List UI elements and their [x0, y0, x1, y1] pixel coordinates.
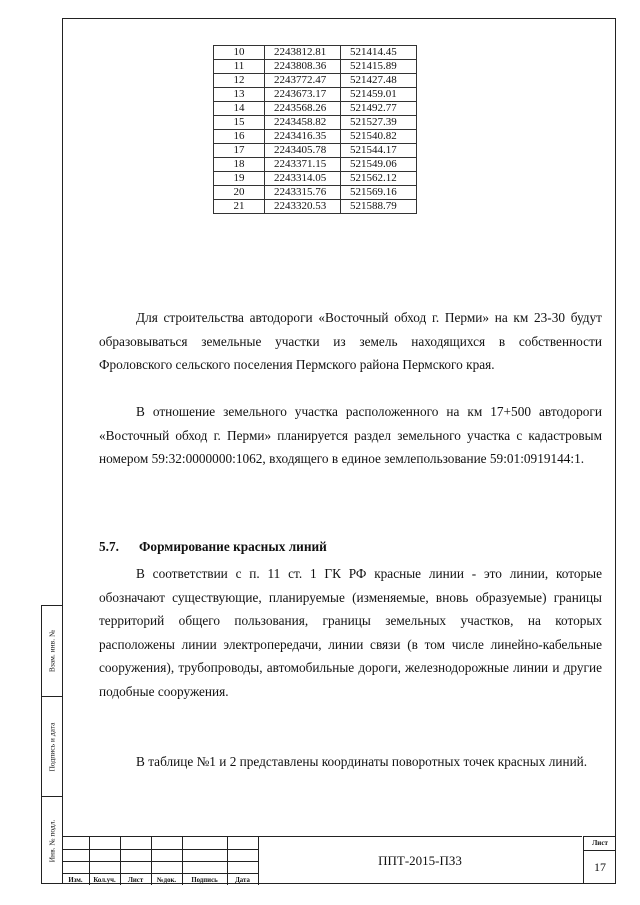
- table-row: [214, 60, 417, 74]
- label-change: Изм.: [68, 877, 83, 884]
- point-number-cell: 18: [214, 158, 265, 172]
- title-block-grid: [62, 836, 258, 884]
- y-coordinate-cell: 521459.01: [341, 88, 417, 102]
- x-coordinate-cell: 2243673.17: [265, 88, 341, 102]
- y-coordinate-cell: 521562.12: [341, 172, 417, 186]
- x-coordinate-cell: 2243808.36: [265, 60, 341, 74]
- x-coordinate-cell: 2243772.47: [265, 74, 341, 88]
- point-number-cell: 20: [214, 186, 265, 200]
- point-number-cell: 11: [214, 60, 265, 74]
- table-row: [214, 158, 417, 172]
- side-cell-original-inv: [42, 797, 62, 885]
- y-coordinate-cell: 521414.45: [341, 46, 417, 60]
- table-row: [214, 144, 417, 158]
- side-stamp: [41, 605, 62, 884]
- point-number-cell: 19: [214, 172, 265, 186]
- document-code: ППТ-2015-ПЗ3: [258, 836, 582, 884]
- y-coordinate-cell: 521492.77: [341, 102, 417, 116]
- x-coordinate-cell: 2243458.82: [265, 116, 341, 130]
- side-label-replace-inv: Взам. инв. №: [47, 629, 57, 673]
- y-coordinate-cell: 521549.06: [341, 158, 417, 172]
- y-coordinate-cell: 521527.39: [341, 116, 417, 130]
- table-row: [214, 116, 417, 130]
- side-cell-signature-date: [42, 697, 62, 797]
- label-signature: Подпись: [191, 877, 218, 884]
- table-row: [214, 172, 417, 186]
- y-coordinate-cell: 521540.82: [341, 130, 417, 144]
- x-coordinate-cell: 2243320.53: [265, 200, 341, 214]
- grid-line: [62, 849, 258, 850]
- x-coordinate-cell: 2243315.76: [265, 186, 341, 200]
- paragraph-land-division: [99, 400, 602, 471]
- sheet-box: [583, 836, 616, 884]
- point-number-cell: 13: [214, 88, 265, 102]
- table-row: [214, 102, 417, 116]
- point-number-cell: 15: [214, 116, 265, 130]
- point-number-cell: 10: [214, 46, 265, 60]
- paragraph-red-lines-definition: [99, 562, 602, 703]
- point-number-cell: 17: [214, 144, 265, 158]
- paragraph-construction-text: Для строительства автодороги «Восточный обход г. Перми» на км 23-30 будут образовываться земельные участки из земель находящихся в собственности Фроловского сельского поселения Пермского района Пермского края.: [99, 310, 602, 372]
- label-sheet: Лист: [127, 877, 144, 884]
- table-row: [214, 88, 417, 102]
- paragraph-table-reference: [99, 750, 602, 774]
- x-coordinate-cell: 2243416.35: [265, 130, 341, 144]
- x-coordinate-cell: 2243371.15: [265, 158, 341, 172]
- table-row: [214, 46, 417, 60]
- y-coordinate-cell: 521544.17: [341, 144, 417, 158]
- label-quantity: Кол.уч.: [93, 877, 116, 884]
- grid-line: [62, 873, 258, 874]
- y-coordinate-cell: 521415.89: [341, 60, 417, 74]
- point-number-cell: 16: [214, 130, 265, 144]
- label-date: Дата: [235, 877, 250, 884]
- sheet-label: Лист: [584, 839, 616, 851]
- point-number-cell: 12: [214, 74, 265, 88]
- y-coordinate-cell: 521569.16: [341, 186, 417, 200]
- paragraph-land-division-text: В отношение земельного участка расположенного на км 17+500 автодороги «Восточный обход г. Перми» планируется раздел земельного участка с кадастровым номером 59:32:0000000:1062, входящего в единое землепользование 59:01:0919144:1.: [99, 404, 602, 466]
- paragraph-table-reference-text: В таблице №1 и 2 представлены координаты поворотных точек красных линий.: [136, 754, 588, 769]
- table-row: [214, 200, 417, 214]
- side-cell-replace-inv: [42, 606, 62, 697]
- side-label-signature-date: Подпись и дата: [47, 722, 57, 771]
- table-row: [214, 130, 417, 144]
- section-number: 5.7.: [99, 539, 119, 554]
- coordinates-table: [213, 45, 417, 214]
- paragraph-construction: [99, 306, 602, 377]
- section-title: Формирование красных линий: [139, 539, 327, 554]
- section-heading: [99, 539, 327, 555]
- point-number-cell: 21: [214, 200, 265, 214]
- y-coordinate-cell: 521588.79: [341, 200, 417, 214]
- sheet-number: 17: [594, 860, 606, 874]
- x-coordinate-cell: 2243568.26: [265, 102, 341, 116]
- coordinates-table-body: [214, 46, 417, 214]
- x-coordinate-cell: 2243405.78: [265, 144, 341, 158]
- title-block: [62, 836, 616, 884]
- x-coordinate-cell: 2243812.81: [265, 46, 341, 60]
- x-coordinate-cell: 2243314.05: [265, 172, 341, 186]
- point-number-cell: 14: [214, 102, 265, 116]
- table-row: [214, 186, 417, 200]
- grid-line: [62, 861, 258, 862]
- paragraph-red-lines-definition-text: В соответствии с п. 11 ст. 1 ГК РФ красные линии - это линии, которые обозначают существующие, планируемые (изменяемые, вновь образуемые) границы территорий общего пользования, границы земельных участков, на которых расположены линии электропередачи, линии связи (в том числе линейно-кабельные сооружения), трубопроводы, автомобильные дороги, железнодорожные линии и другие подобные сооружения.: [99, 566, 602, 699]
- table-row: [214, 74, 417, 88]
- label-doc-number: №док.: [156, 877, 177, 884]
- y-coordinate-cell: 521427.48: [341, 74, 417, 88]
- side-label-original-inv: Инв. № подл.: [47, 819, 57, 863]
